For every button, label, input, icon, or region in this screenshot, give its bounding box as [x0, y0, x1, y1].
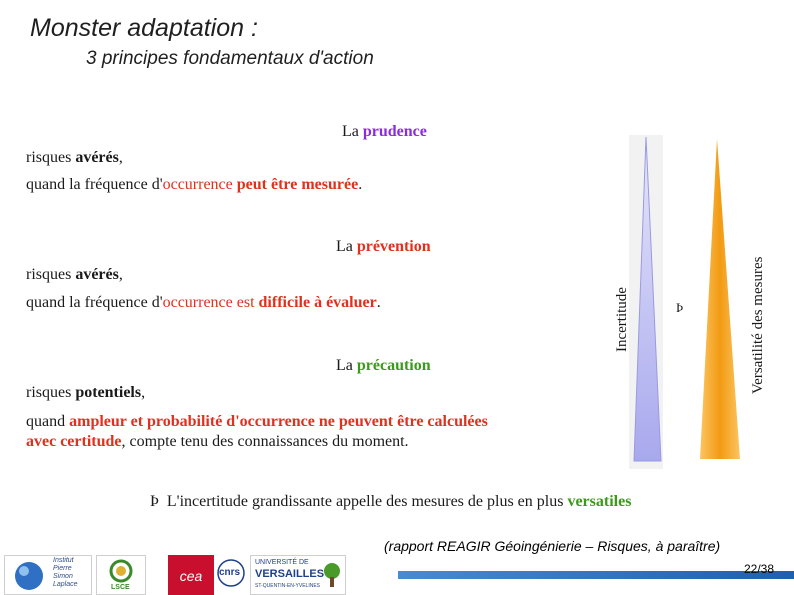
prudence-line2: quand la fréquence d'occurrence peut être mesurée. — [26, 176, 363, 193]
prevention-line1: risques avérés, — [26, 266, 123, 283]
lsce-text: LSCE — [111, 584, 130, 591]
logo-lsce — [96, 555, 146, 595]
heading-prudence: La prudence — [342, 123, 427, 140]
conclusion-line: Þ L'incertitude grandissante appelle des mesures de plus en plus versatiles — [150, 493, 632, 510]
label-incertitude: Incertitude — [614, 287, 630, 352]
slide-subtitle: 3 principes fondamentaux d'action — [86, 48, 374, 69]
cea-logo-icon — [169, 556, 213, 594]
precaution-line3: avec certitude, compte tenu des connaissances du moment. — [26, 433, 409, 450]
cnrs-text: cnrs — [219, 567, 241, 578]
ipsl-line1: Institut — [53, 557, 74, 564]
wedges-graphic — [620, 125, 770, 475]
heading-prevention: La prévention — [336, 238, 431, 255]
implies-icon: Þ — [150, 493, 159, 510]
footer-bar — [398, 571, 794, 579]
precaution-line2: quand ampleur et probabilité d'occurrence ne peuvent être calculées — [26, 413, 488, 430]
precaution-line1: risques potentiels, — [26, 384, 146, 401]
uvsq-line1: UNIVERSITÉ DE — [255, 559, 309, 566]
versatility-wedge — [700, 139, 740, 459]
label-versatilite: Versatilité des mesures — [750, 256, 766, 394]
page-number: 22/38 — [744, 562, 775, 576]
svg-text:cea: cea — [179, 568, 203, 584]
ipsl-globe-icon — [5, 556, 91, 594]
uvsq-tree-icon — [323, 562, 341, 588]
ipsl-line3: Simon — [53, 573, 73, 580]
logo-uvsq — [250, 555, 346, 595]
ipsl-line4: Laplace — [53, 581, 78, 588]
logo-ipsl — [4, 555, 92, 595]
ipsl-line2: Pierre — [53, 565, 72, 572]
implies-arrow-icon: Þ — [676, 300, 684, 315]
report-reference: (rapport REAGIR Géoingénierie – Risques, à paraître) — [384, 538, 721, 554]
prevention-line2: quand la fréquence d'occurrence est difficile à évaluer. — [26, 294, 381, 311]
prudence-line1: risques avérés, — [26, 149, 123, 166]
slide-title: Monster adaptation : — [30, 14, 258, 42]
logo-cea — [168, 555, 214, 595]
heading-precaution: La précaution — [336, 357, 431, 374]
uvsq-line2: VERSAILLES — [255, 568, 325, 580]
uvsq-line3: ST-QUENTIN-EN-YVELINES — [255, 583, 321, 589]
logo-cnrs — [216, 555, 246, 593]
